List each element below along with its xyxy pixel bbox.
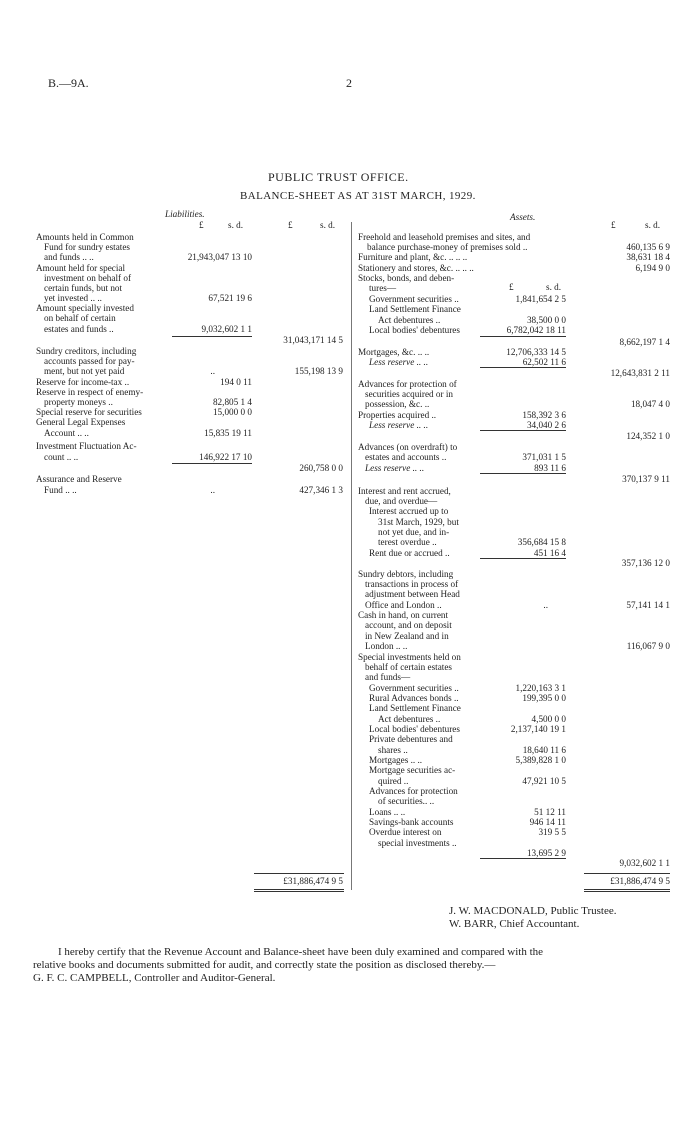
liability-amount: .. (210, 485, 215, 495)
asset-amount: 199,395 0 0 (522, 693, 566, 703)
asset-amount: 893 11 6 (534, 463, 566, 473)
liability-line: certain funds, but not (44, 283, 123, 293)
asset-line: Local bodies' debentures (369, 325, 460, 335)
liability-line: Special reserve for securities (36, 407, 142, 417)
liability-amount: 427,346 1 3 (299, 485, 343, 495)
liability-line: Amounts held in Common (36, 232, 134, 242)
asset-total-double-rule (584, 891, 670, 892)
asset-amount: 12,706,333 14 5 (506, 347, 566, 357)
asset-line: shares .. (378, 745, 408, 755)
asset-amount: 51 12 11 (534, 807, 566, 817)
asset-total-double-rule (584, 889, 670, 890)
asset-line: Mortgages .. .. (369, 755, 423, 765)
asset-amount: 6,194 9 0 (635, 263, 670, 273)
asset-amount: 451 16 4 (533, 548, 566, 558)
assets-col-pound-inner: £ (509, 282, 514, 292)
asset-line: Government securities .. (369, 294, 459, 304)
asset-amount: 38,500 0 0 (526, 315, 566, 325)
liability-line: Amount held for special (36, 263, 126, 273)
liability-line: investment on behalf of (44, 273, 132, 283)
asset-subtotal-rule (480, 858, 566, 859)
asset-line: 31st March, 1929, but (378, 517, 459, 527)
asset-line: Savings-bank accounts (369, 817, 454, 827)
asset-amount: 13,695 2 9 (526, 848, 566, 858)
asset-amount: 47,921 10 5 (522, 776, 566, 786)
liability-line: Investment Fluctuation Ac- (36, 441, 137, 451)
asset-amount: 4,500 0 0 (531, 714, 566, 724)
asset-line: Sundry debtors, including (358, 569, 454, 579)
liability-amount: 155,198 13 9 (294, 366, 343, 376)
liability-line: accounts passed for pay- (44, 356, 135, 366)
asset-line: Private debentures and (369, 734, 453, 744)
asset-amount: 57,141 14 1 (626, 600, 670, 610)
liability-line: Account .. .. (44, 428, 89, 438)
asset-line: due, and overdue— (365, 496, 438, 506)
liability-line: on behalf of certain (44, 313, 116, 323)
liability-line: Assurance and Reserve (36, 474, 122, 484)
liability-line: Fund for sundry estates (44, 242, 130, 252)
asset-line: Office and London .. (365, 600, 442, 610)
asset-line: Interest accrued up to (369, 506, 449, 516)
asset-line: possession, &c. .. (365, 399, 430, 409)
liability-line: property moneys .. (44, 397, 113, 407)
liability-line: ment, but not yet paid (44, 366, 125, 376)
assets-col-sd: s. d. (645, 220, 661, 230)
asset-line: Rural Advances bonds .. (369, 693, 459, 703)
liabilities-col-pound-1: £ (199, 220, 204, 230)
asset-amount: 34,040 2 6 (526, 420, 566, 430)
asset-line: Cash in hand, on current (358, 610, 449, 620)
liability-line: estates and funds .. (44, 324, 114, 334)
asset-line: Act debentures .. (378, 714, 441, 724)
liability-subtotal-rule (172, 463, 252, 464)
page-subtitle: BALANCE-SHEET AS AT 31ST MARCH, 1929. (240, 190, 476, 202)
asset-subtotal-rule (480, 430, 566, 431)
asset-line: Rent due or accrued .. (369, 548, 450, 558)
liability-line: and funds .. .. (44, 252, 94, 262)
liability-line: Reserve in respect of enemy- (36, 387, 144, 397)
signature-public-trustee: J. W. MACDONALD, Public Trustee. (449, 905, 617, 917)
asset-line: account, and on deposit (365, 620, 452, 630)
asset-line: Land Settlement Finance (369, 703, 461, 713)
liability-amount: 146,922 17 10 (199, 452, 252, 462)
asset-amount: 8,662,197 1 4 (619, 337, 670, 347)
asset-line: adjustment between Head (365, 589, 460, 599)
asset-line: Land Settlement Finance (369, 304, 461, 314)
asset-line: special investments .. (378, 838, 457, 848)
liabilities-col-sd-1: s. d. (228, 220, 244, 230)
document-reference: B.—9A. (48, 76, 89, 90)
asset-subtotal-rule (480, 558, 566, 559)
liability-line: Fund .. .. (44, 485, 77, 495)
asset-line: Local bodies' debentures (369, 724, 460, 734)
asset-amount: 124,352 1 0 (626, 431, 670, 441)
asset-total: £31,886,474 9 5 (610, 876, 670, 886)
asset-subtotal-rule (480, 473, 566, 474)
asset-amount: 319 5 5 (538, 827, 566, 837)
asset-subtotal-rule (480, 367, 566, 368)
asset-amount: 356,684 15 8 (517, 537, 566, 547)
asset-total-rule (584, 873, 670, 874)
asset-amount: 18,640 11 6 (522, 745, 566, 755)
asset-line: Freehold and leasehold premises and sites, and (358, 232, 531, 242)
asset-line: Stocks, bonds, and deben- (358, 273, 455, 283)
asset-line: in New Zealand and in (365, 631, 449, 641)
asset-line: Properties acquired .. (358, 410, 437, 420)
asset-line: balance purchase-money of premises sold .. (367, 242, 528, 252)
asset-line: of securities.. .. (378, 796, 435, 806)
liabilities-heading: Liabilities. (165, 209, 205, 219)
asset-amount: 9,032,602 1 1 (619, 858, 670, 868)
asset-amount: 946 14 11 (529, 817, 566, 827)
asset-line: Loans .. .. (369, 807, 406, 817)
asset-amount: 62,502 11 6 (522, 357, 566, 367)
asset-amount: 460,135 6 9 (626, 242, 670, 252)
liability-line: Reserve for income-tax .. (36, 377, 130, 387)
liability-amount: 21,943,047 13 10 (187, 252, 252, 262)
liability-amount: 15,835 19 11 (204, 428, 252, 438)
asset-amount: 1,841,654 2 5 (515, 294, 566, 304)
liability-amount: 9,032,602 1 1 (201, 324, 252, 334)
asset-line: tures— (369, 283, 397, 293)
asset-line: quired .. (378, 776, 409, 786)
assets-col-sd-inner: s. d. (546, 282, 562, 292)
asset-line: London .. .. (365, 641, 408, 651)
liability-amount: 67,521 19 6 (208, 293, 252, 303)
liability-line: Amount specially invested (36, 303, 134, 313)
page-title: PUBLIC TRUST OFFICE. (268, 170, 409, 184)
liability-amount: 31,043,171 14 5 (283, 335, 343, 345)
liability-total-double-rule (254, 889, 344, 890)
asset-amount: 12,643,831 2 11 (610, 368, 670, 378)
asset-line: Advances (on overdraft) to (358, 442, 458, 452)
asset-amount: 38,631 18 4 (626, 252, 670, 262)
asset-line: Interest and rent accrued, (358, 486, 451, 496)
asset-amount: 116,067 9 0 (626, 641, 670, 651)
asset-line: Mortgages, &c. .. .. (358, 347, 430, 357)
asset-line: Special investments held on (358, 652, 461, 662)
column-divider (351, 222, 352, 890)
asset-line: transactions in process of (365, 579, 459, 589)
asset-line: securities acquired or in (365, 389, 454, 399)
asset-amount: 371,031 1 5 (522, 452, 566, 462)
liability-amount: 194 0 11 (220, 377, 252, 387)
asset-line: Advances for protection of (358, 379, 457, 389)
asset-line: Advances for protection (369, 786, 458, 796)
page-number: 2 (346, 76, 352, 90)
asset-amount: 158,392 3 6 (522, 410, 566, 420)
liability-line: count .. .. (44, 452, 79, 462)
liability-total-rule (254, 873, 344, 874)
liability-line: Sundry creditors, including (36, 346, 137, 356)
asset-line: Mortgage securities ac- (369, 765, 456, 775)
asset-amount: 357,136 12 0 (621, 558, 670, 568)
liabilities-col-pound-2: £ (288, 220, 293, 230)
signature-chief-accountant: W. BARR, Chief Accountant. (449, 918, 580, 930)
liability-amount: 82,805 1 4 (212, 397, 252, 407)
asset-line: Less reserve .. .. (369, 420, 429, 430)
asset-amount: .. (543, 600, 548, 610)
liability-line: yet invested .. .. (44, 293, 102, 303)
asset-amount: 18,047 4 0 (630, 399, 670, 409)
asset-line: Stationery and stores, &c. .. .. .. (358, 263, 474, 273)
certification-line-2: relative books and documents submitted for audit, and correctly state the position as disclosed thereby.— (33, 959, 496, 971)
liability-line: General Legal Expenses (36, 417, 126, 427)
asset-line: terest overdue .. (378, 537, 437, 547)
liability-subtotal-rule (172, 336, 252, 337)
asset-line: Act debentures .. (378, 315, 441, 325)
liability-amount: 260,758 0 0 (299, 463, 343, 473)
asset-amount: 370,137 9 11 (622, 474, 670, 484)
certification-line-1: I hereby certify that the Revenue Account and Balance-sheet have been duly examined and compared with the (58, 946, 544, 958)
liability-total-double-rule (254, 891, 344, 892)
liabilities-col-sd-2: s. d. (320, 220, 336, 230)
asset-line: behalf of certain estates (365, 662, 452, 672)
assets-heading: Assets. (510, 212, 536, 222)
asset-subtotal-rule (480, 336, 566, 337)
assets-col-pound: £ (611, 220, 616, 230)
asset-line: and funds— (365, 672, 411, 682)
asset-line: Government securities .. (369, 683, 459, 693)
asset-line: Less reserve .. .. (365, 463, 425, 473)
asset-amount: 5,389,828 1 0 (515, 755, 566, 765)
asset-line: Less reserve .. .. (369, 357, 429, 367)
asset-amount: 2,137,140 19 1 (510, 724, 566, 734)
asset-line: not yet due, and in- (378, 527, 450, 537)
liability-total: £31,886,474 9 5 (283, 876, 343, 886)
asset-amount: 1,220,163 3 1 (515, 683, 566, 693)
asset-amount: 6,782,042 18 11 (506, 325, 566, 335)
certification-signature: G. F. C. CAMPBELL, Controller and Auditor-General. (33, 972, 276, 984)
asset-line: Furniture and plant, &c. .. .. .. (358, 252, 468, 262)
liability-amount: .. (210, 366, 215, 376)
asset-line: Overdue interest on (369, 827, 442, 837)
liability-amount: 15,000 0 0 (212, 407, 252, 417)
asset-line: estates and accounts .. (365, 452, 447, 462)
